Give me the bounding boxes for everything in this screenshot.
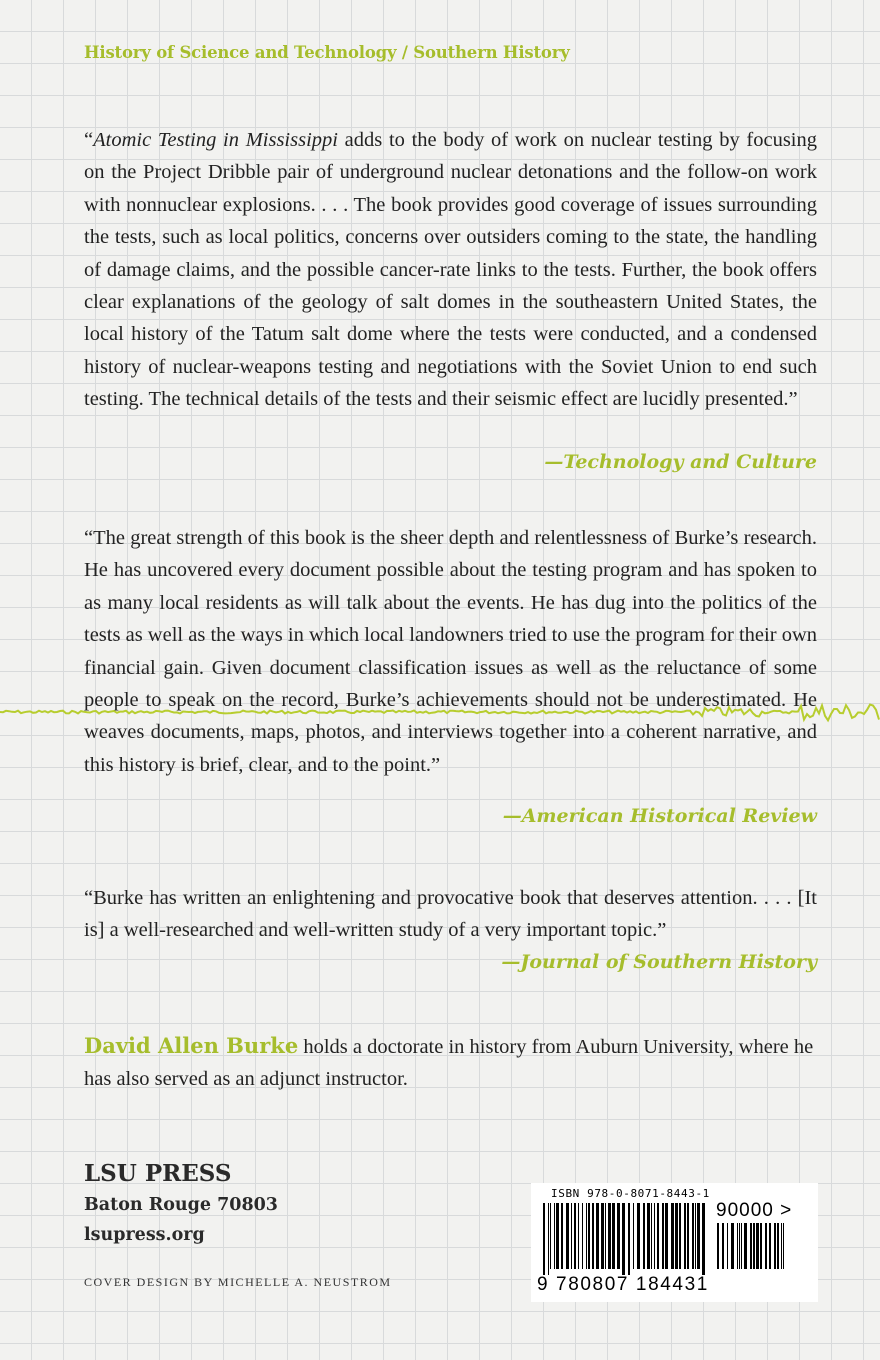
isbn-label: ISBN 978-0-8071-8443-1 bbox=[551, 1187, 710, 1200]
barcode-bar bbox=[774, 1223, 776, 1269]
barcode-bar bbox=[543, 1203, 545, 1275]
price-code: 90000 > bbox=[716, 1200, 793, 1221]
barcode-bar bbox=[731, 1223, 734, 1269]
review-quote-1: “Atomic Testing in Mississippi adds to the body of work on nuclear testing by focusing on the Project Dribble pair of underground nuclear detonations and the follow-on work with nonnuclear explosions. . . . The book provides good coverage of issues surrounding the tests, such as local politics, concerns over outsiders coming to the state, the handling of damage claims, and the possible cancer-rate links to the tests. Further, the book offers clear explanations of the geology of salt domes in the southeastern United States, the local history of the Tatum salt dome where the tests were conducted, and a condensed history of nuclear-weapons testing and negotiations with the Soviet Union to end such testing. The technical details of the tests and their seismic effect are lucidly presented.” bbox=[84, 129, 817, 411]
barcode-bar bbox=[608, 1203, 611, 1269]
barcode-bar bbox=[737, 1223, 738, 1269]
barcode-bar bbox=[548, 1203, 549, 1275]
barcode-bar bbox=[662, 1203, 664, 1269]
barcode-bar bbox=[697, 1203, 700, 1269]
barcode-bar bbox=[741, 1223, 742, 1269]
barcode-panel bbox=[531, 1183, 818, 1302]
barcode-bar bbox=[617, 1203, 620, 1269]
review-source-1: —Technology and Culture bbox=[544, 451, 817, 473]
author-name: David Allen Burke bbox=[84, 1033, 299, 1058]
barcode-bar bbox=[684, 1203, 686, 1269]
barcode-bar bbox=[588, 1203, 590, 1269]
author-bio-text: holds a doctorate in history from Auburn University, where he has also served as an adjunct instructor. bbox=[84, 1036, 814, 1091]
review-quote-2: “The great strength of this book is the sheer depth and relentlessness of Burke’s research. He has uncovered every document possible about the testing program and has spoken to as many local residents as will talk about the events. He has dug into the politics of the tests as well as the ways in which local landowners tried to use the program for their own financial gain. Given document classification issues as well as the reluctance of some people to speak on the record, Burke’s achievements should not be underestimated. He weaves documents, maps, photos, and interviews together into a coherent narrative, and this history is brief, clear, and to the point.” bbox=[84, 527, 817, 776]
barcode-bar bbox=[550, 1203, 551, 1269]
seismic-wave-line bbox=[0, 690, 880, 734]
review-quote-3: “Burke has written an enlightening and provocative book that deserves attention. . . . [It is] a well-researched and well-written study of a very important topic.” bbox=[84, 887, 817, 942]
publisher-name: LSU PRESS bbox=[84, 1160, 232, 1187]
barcode-bar bbox=[727, 1223, 728, 1269]
barcode-bar bbox=[628, 1203, 630, 1275]
category-label: History of Science and Technology / Southern History bbox=[84, 43, 570, 62]
barcode-bar bbox=[777, 1223, 779, 1269]
book-title: Atomic Testing in Mississippi bbox=[93, 129, 338, 151]
isbn-barcode bbox=[543, 1203, 708, 1275]
barcode-bar bbox=[637, 1203, 640, 1269]
barcode-bar bbox=[781, 1223, 782, 1269]
barcode-bar bbox=[692, 1203, 694, 1269]
barcode-bar bbox=[739, 1223, 740, 1269]
barcode-bar bbox=[612, 1203, 615, 1269]
barcode-bar bbox=[647, 1203, 650, 1269]
barcode-bar bbox=[756, 1223, 759, 1269]
barcode-bar bbox=[744, 1223, 747, 1269]
barcode-bar bbox=[582, 1203, 583, 1269]
barcode-bar bbox=[651, 1203, 652, 1269]
barcode-bar bbox=[702, 1203, 705, 1275]
barcode-bar bbox=[566, 1203, 569, 1269]
barcode-bar bbox=[578, 1203, 579, 1269]
barcode-bar bbox=[596, 1203, 599, 1269]
barcode-bar bbox=[760, 1223, 762, 1269]
barcode-bar bbox=[695, 1203, 696, 1269]
review-source-3: —Journal of Southern History bbox=[501, 951, 817, 973]
barcode-bar bbox=[679, 1203, 681, 1269]
barcode-bar bbox=[622, 1203, 625, 1275]
barcode-bar bbox=[769, 1223, 771, 1269]
barcode-bar bbox=[753, 1223, 755, 1269]
barcode-bar bbox=[675, 1203, 678, 1269]
barcode-bar bbox=[765, 1223, 767, 1269]
barcode-bar bbox=[601, 1203, 604, 1269]
barcode-bar bbox=[574, 1203, 576, 1269]
barcode-bar bbox=[556, 1203, 559, 1269]
barcode-bar bbox=[783, 1223, 784, 1269]
barcode-bar bbox=[586, 1203, 587, 1269]
barcode-bar bbox=[605, 1203, 606, 1269]
author-bio bbox=[84, 1030, 824, 1096]
barcode-bar bbox=[665, 1203, 668, 1269]
barcode-digits: 9 780807 184431 bbox=[537, 1274, 709, 1295]
barcode-bar bbox=[654, 1203, 655, 1269]
barcode-bar bbox=[633, 1203, 634, 1269]
barcode-bar bbox=[687, 1203, 689, 1269]
barcode-bar bbox=[717, 1223, 719, 1269]
barcode-bar bbox=[592, 1203, 594, 1269]
review-text-1: adds to the body of work on nuclear testing by focusing on the Project Dribble pair of underground nuclear detonations and the follow-on work with nonnuclear explosions. . . . The book provides good coverage of issues surrounding the tests, such as local politics, concerns over outsiders coming to the state, the handling of damage claims, and the possible cancer-rate links to the tests. Further, the book offers clear explanations of the geology of salt domes in the southeastern United States, the local history of the Tatum salt dome where the tests were conducted, and a condensed history of nuclear-weapons testing and negotiations with the Soviet Union to end such testing. The technical details of the tests and their seismic effect are lucidly presented.” bbox=[84, 129, 817, 411]
barcode-bar bbox=[671, 1203, 674, 1269]
barcode-bar bbox=[561, 1203, 563, 1269]
barcode-bar bbox=[722, 1223, 724, 1269]
review-source-2: —American Historical Review bbox=[502, 805, 817, 827]
price-barcode bbox=[717, 1223, 787, 1275]
barcode-bar bbox=[643, 1203, 645, 1269]
publisher-website: lsupress.org bbox=[84, 1225, 205, 1245]
publisher-block bbox=[84, 1158, 278, 1250]
cover-design-credit: COVER DESIGN BY MICHELLE A. NEUSTROM bbox=[84, 1275, 392, 1289]
barcode-bar bbox=[750, 1223, 752, 1269]
barcode-bar bbox=[657, 1203, 659, 1269]
barcode-bar bbox=[571, 1203, 572, 1269]
publisher-city: Baton Rouge 70803 bbox=[84, 1195, 278, 1215]
barcode-bar bbox=[554, 1203, 555, 1269]
